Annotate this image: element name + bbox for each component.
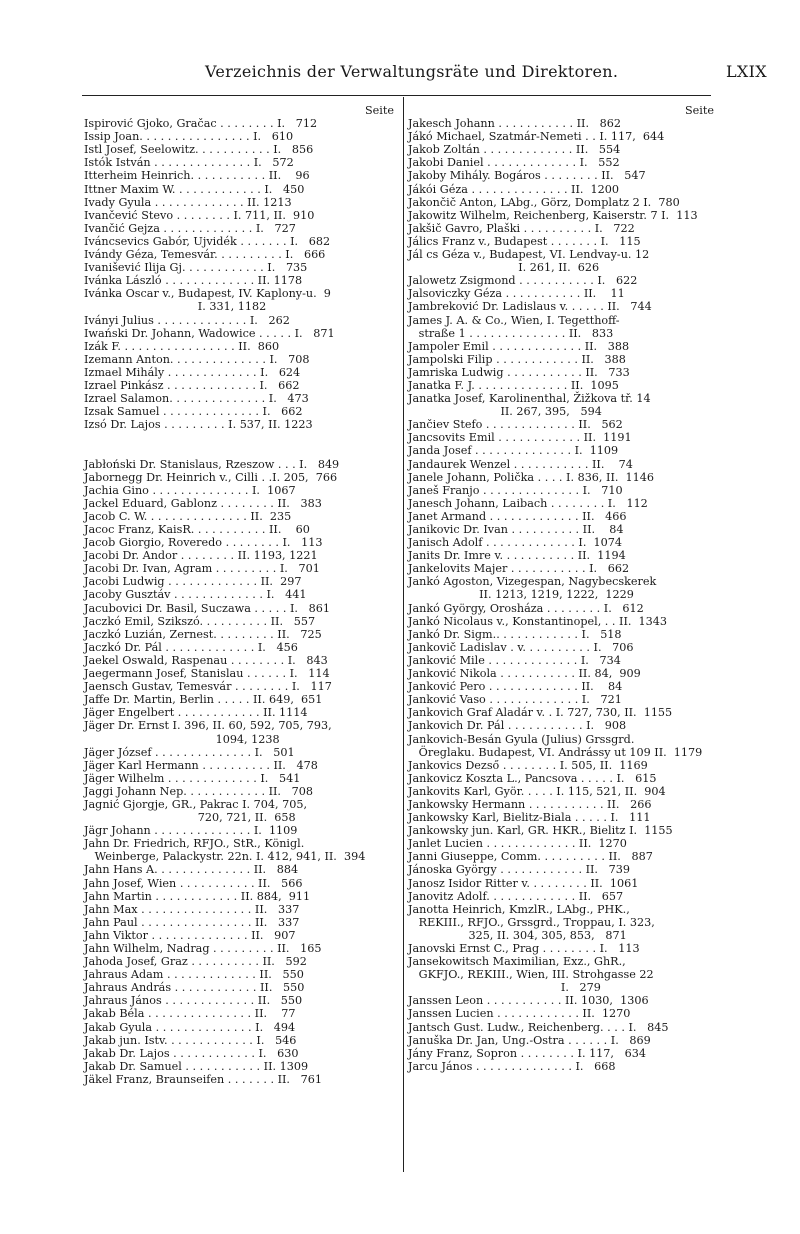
- index-entry: Ivándy Géza, Temesvár. . . . . . . . . . I. 666: [84, 248, 326, 262]
- index-entry: Izrael Salamon. . . . . . . . . . . . . . I. 473: [84, 392, 309, 406]
- index-entry: I. 261, II. 626: [408, 261, 600, 275]
- index-entry: Jacoby Gusztáv . . . . . . . . . . . . . I. 441: [84, 588, 307, 602]
- index-entry: Jankowsky Hermann . . . . . . . . . . . II. 266: [408, 797, 652, 811]
- index-entry: Janni Giuseppe, Comm. . . . . . . . . . II. 887: [408, 850, 653, 864]
- index-entry: Öreglaku. Budapest, VI. Andrássy ut 109 II. 1179: [408, 745, 703, 759]
- index-entry: Issip Joan. . . . . . . . . . . . . . . . I. 610: [84, 130, 294, 144]
- index-entry: Jachia Gino . . . . . . . . . . . . . . I. 1067: [84, 483, 296, 497]
- index-entry: Jahn Wilhelm, Nadrag . . . . . . . . . II. 165: [84, 942, 322, 955]
- page-title: Verzeichnis der Verwaltungsräte und Direktoren.: [205, 62, 619, 81]
- index-entry: Jakab Dr. Samuel . . . . . . . . . . . II. 1309: [84, 1059, 309, 1073]
- index-entry: Januška Dr. Jan, Ung.-Ostra . . . . . . I. 869: [408, 1033, 651, 1047]
- index-entry: Jackel Eduard, Gablonz . . . . . . . . II. 383: [84, 496, 322, 510]
- index-entry: I. 279: [408, 981, 601, 995]
- index-entry: Jákó Michael, Szatmár-Nemeti . . I. 117, 644: [408, 130, 665, 144]
- index-entry: Jantsch Gust. Ludw., Reichenberg. . . . I. 845: [408, 1020, 669, 1034]
- index-entry: Jankelovits Majer . . . . . . . . . . . I. 662: [408, 562, 630, 576]
- index-entry: Jakab Dr. Lajos . . . . . . . . . . . . I. 630: [84, 1046, 299, 1060]
- index-entry: Jahn Martin . . . . . . . . . . . . II. 884, 911: [84, 889, 311, 903]
- index-entry: Jaczkó Emil, Szikszó. . . . . . . . . . II. 557: [84, 614, 316, 628]
- index-entry: Jákói Géza . . . . . . . . . . . . . . II. 1200: [408, 182, 620, 196]
- index-entry: Jakobi Daniel . . . . . . . . . . . . . I. 552: [408, 156, 620, 170]
- index-entry: Jahraus András . . . . . . . . . . . . II. 550: [84, 981, 305, 995]
- index-entry: II. 1213, 1219, 1222, 1229: [408, 588, 634, 602]
- index-entry: Jál cs Géza v., Budapest, VI. Lendvay-u. 12: [408, 248, 650, 262]
- index-entry: Janele Johann, Polička . . . . I. 836, II. 1146: [408, 470, 655, 484]
- index-entry: Janković Nikola . . . . . . . . . . . II. 84, 909: [408, 667, 641, 681]
- index-entry: Weinberge, Palackystr. 22n. I. 412, 941, II. 394: [84, 850, 366, 864]
- header-rule: [82, 95, 711, 96]
- index-entry: Izsak Samuel . . . . . . . . . . . . . . I. 662: [84, 405, 303, 419]
- index-entry: 325, II. 304, 305, 853, 871: [408, 928, 627, 942]
- index-entry: Jakob Zoltán . . . . . . . . . . . . . II. 554: [408, 143, 621, 157]
- index-entry: Jakowitz Wilhelm, Reichenberg, Kaiserstr. 7 I. 113: [408, 208, 698, 222]
- index-entry: Janisch Adolf . . . . . . . . . . . . . I. 1074: [408, 536, 622, 550]
- index-entry: Iwański Dr. Johann, Wadowice . . . . . I. 871: [84, 326, 335, 340]
- index-entry: Itterheim Heinrich. . . . . . . . . . . II. 96: [84, 169, 310, 183]
- index-entry: Janikovic Dr. Ivan . . . . . . . . . . II. 84: [408, 523, 624, 536]
- index-entry: Janesch Johann, Laibach . . . . . . . . I. 112: [408, 496, 648, 510]
- index-entry: Jahraus Adam . . . . . . . . . . . . . II. 550: [84, 968, 304, 982]
- index-entry: Jankó Agoston, Vizegespan, Nagybecskerek: [408, 575, 657, 589]
- index-entry: Jakoby Mihály. Bogáros . . . . . . . . II. 547: [408, 169, 646, 183]
- seite-label: Seite: [685, 104, 714, 117]
- index-entry: Jacubovici Dr. Basil, Suczawa . . . . . I. 861: [84, 601, 330, 615]
- index-entry: Jäger József . . . . . . . . . . . . . . I. 501: [84, 745, 295, 759]
- index-entry: Jagnić Gjorgje, GR., Pakrac I. 704, 705,: [84, 797, 308, 811]
- seite-label: Seite: [365, 104, 394, 117]
- index-entry: James J. A. & Co., Wien, I. Tegetthoff-: [408, 313, 620, 327]
- index-entry: Jäger Karl Hermann . . . . . . . . . . II. 478: [84, 758, 318, 772]
- index-entry: Jamriska Ludwig . . . . . . . . . . . II. 733: [408, 365, 630, 379]
- index-entry: Janosz Isidor Ritter v. . . . . . . . . II. 1061: [408, 876, 639, 890]
- index-entry: Janeš Franjo . . . . . . . . . . . . . . I. 710: [408, 483, 623, 497]
- index-entry: Iványi Julius . . . . . . . . . . . . . I. 262: [84, 313, 290, 327]
- index-entry: Jány Franz, Sopron . . . . . . . . I. 117, 634: [408, 1046, 646, 1060]
- index-entry: Jaegermann Josef, Stanislau . . . . . . I. 114: [84, 667, 330, 681]
- index-entry: Ispirović Gjoko, Gračac . . . . . . . . I. 712: [84, 117, 318, 131]
- index-entry: Jancsovits Emil . . . . . . . . . . . . II. 1191: [408, 431, 632, 445]
- index-entry: Jakšič Gavro, Plaški . . . . . . . . . . I. 722: [408, 221, 635, 235]
- index-entry: Ivanišević Ilija Gj. . . . . . . . . . . . I. 735: [84, 261, 308, 275]
- index-entry: Jabornegg Dr. Heinrich v., Cilli . .I. 205, 766: [84, 470, 338, 484]
- index-entry: Janssen Leon . . . . . . . . . . . II. 1030, 1306: [408, 994, 649, 1008]
- index-entry: Jacobi Dr. Andor . . . . . . . . II. 1193, 1221: [84, 549, 318, 563]
- index-entry: Izmael Mihály . . . . . . . . . . . . . I. 624: [84, 365, 301, 379]
- index-entry: Iváncsevics Gabór, Ujvidék . . . . . . . I. 682: [84, 234, 331, 248]
- index-entry: Ivančević Stevo . . . . . . . . I. 711, II. 910: [84, 208, 315, 222]
- index-entry: Jálics Franz v., Budapest . . . . . . . I. 115: [408, 234, 641, 248]
- index-entry: Jankovich Dr. Pál . . . . . . . . . . . I. 908: [408, 719, 627, 733]
- index-entry: Jacob C. W. . . . . . . . . . . . . . . II. 235: [84, 509, 292, 523]
- index-entry: Jansekowitsch Maximilian, Exz., GhR.,: [408, 955, 626, 969]
- index-entry: Jaczkó Luzián, Zernest. . . . . . . . . II. 725: [84, 627, 322, 641]
- index-entry: Jakončič Anton, LAbg., Görz, Domplatz 2 I. 780: [408, 195, 680, 209]
- index-entry: Ivánka Oscar v., Budapest, IV. Kaplony-u. 9: [84, 287, 331, 301]
- index-entry: Jacobi Dr. Ivan, Agram . . . . . . . . . I. 701: [84, 562, 320, 576]
- index-entry: Jäger Wilhelm . . . . . . . . . . . . . I. 541: [84, 771, 301, 785]
- index-entry: Istók István . . . . . . . . . . . . . . I. 572: [84, 156, 294, 170]
- index-entry: II. 267, 395, 594: [408, 405, 602, 419]
- index-entry: Istl Josef, Seelowitz. . . . . . . . . . . I. 856: [84, 143, 314, 157]
- index-entry: Jankovits Karl, Györ. . . . . I. 115, 521, II. 904: [408, 784, 666, 798]
- index-entry: Jäger Dr. Ernst I. 396, II. 60, 592, 705, 793,: [84, 719, 332, 733]
- index-entry: Jankovich-Besán Gyula (Julius) Grssgrd.: [408, 732, 635, 746]
- index-entry: Janda Josef . . . . . . . . . . . . . . I. 1109: [408, 444, 619, 458]
- index-entry: Janovski Ernst C., Prag . . . . . . . . I. 113: [408, 942, 640, 955]
- index-entry: Jacoc Franz, KaisR. . . . . . . . . . . II. 60: [84, 523, 310, 536]
- column-divider: [403, 97, 404, 1172]
- index-entry: Ittner Maxim W. . . . . . . . . . . . . I. 450: [84, 182, 305, 196]
- index-entry: Jankó Dr. Sigm.. . . . . . . . . . . . I. 518: [408, 627, 622, 641]
- index-entry: GKFJO., REKIII., Wien, III. Strohgasse 22: [408, 968, 654, 982]
- index-entry: Jahraus János . . . . . . . . . . . . . II. 550: [84, 994, 303, 1008]
- index-entry: Jandaurek Wenzel . . . . . . . . . . . II. 74: [408, 457, 633, 471]
- index-entry: Jaensch Gustav, Temesvár . . . . . . . . I. 117: [84, 680, 332, 694]
- index-entry: Jarcu János . . . . . . . . . . . . . . I. 668: [408, 1059, 616, 1073]
- index-entry: Jakesch Johann . . . . . . . . . . . II. 862: [408, 117, 622, 131]
- index-entry: I. 331, 1182: [84, 300, 267, 314]
- index-entry: Jaffe Dr. Martin, Berlin . . . . . II. 649, 651: [84, 693, 323, 707]
- index-entry: Jägr Johann . . . . . . . . . . . . . . I. 1109: [84, 824, 298, 838]
- index-entry: Jahn Hans A. . . . . . . . . . . . . . II. 884: [84, 863, 299, 877]
- index-entry: Jabłoński Dr. Stanislaus, Rzeszow . . . I. 849: [84, 457, 340, 471]
- index-entry: Izák F. . . . . . . . . . . . . . . . . II. 860: [84, 339, 280, 353]
- index-entry: Jacobi Ludwig . . . . . . . . . . . . . II. 297: [84, 575, 302, 589]
- section-gap: [84, 431, 394, 457]
- index-entry: REKIII., RFJO., Grssgrd., Troppau, I. 323,: [408, 915, 655, 929]
- index-entry: Jaekel Oswald, Raspenau . . . . . . . . I. 843: [84, 653, 328, 667]
- index-entry: Janits Dr. Imre v. . . . . . . . . . . II. 1194: [408, 549, 626, 563]
- index-entry: Jambreković Dr. Ladislaus v. . . . . . II. 744: [408, 300, 652, 314]
- index-entry: Janatka F. J. . . . . . . . . . . . . . II. 1095: [408, 378, 619, 392]
- index-entry: straße 1 . . . . . . . . . . . . . . II. 833: [408, 326, 614, 340]
- index-entry: Jampolski Filip . . . . . . . . . . . . II. 388: [408, 352, 626, 366]
- index-entry: Jalowetz Zsigmond . . . . . . . . . . . I. 622: [408, 274, 638, 288]
- index-entry: Jampoler Emil . . . . . . . . . . . . . II. 388: [408, 339, 630, 353]
- index-entry: Ivady Gyula . . . . . . . . . . . . . II. 1213: [84, 195, 292, 209]
- index-entry: Jankovič Ladislav . v. . . . . . . . . . I. 706: [408, 640, 634, 654]
- index-entry: Jahoda Josef, Graz . . . . . . . . . . II. 592: [84, 955, 307, 969]
- index-entry: Jaczkó Dr. Pál . . . . . . . . . . . . . I. 456: [84, 640, 298, 654]
- index-entry: Janatka Josef, Karolinenthal, Žižkova tř. 14: [408, 392, 651, 406]
- index-entry: Janovitz Adolf. . . . . . . . . . . . . II. 657: [408, 889, 624, 903]
- index-entry: Jankovich Graf Aladár v. . I. 727, 730, II. 1155: [408, 706, 673, 720]
- right-column: [408, 104, 714, 1073]
- index-entry: Jaggi Johann Nep. . . . . . . . . . . . II. 708: [84, 784, 314, 798]
- index-entry: Jankowsky Karl, Bielitz-Biala . . . . . I. 111: [408, 811, 651, 825]
- index-entry: Jankowsky jun. Karl, GR. HKR., Bielitz I. 1155: [408, 824, 673, 838]
- index-entry: Jalsoviczky Géza . . . . . . . . . . . II. 11: [408, 287, 625, 301]
- index-entry: Jankovicz Koszta L., Pancsova . . . . . I. 615: [408, 771, 657, 785]
- index-entry: 720, 721, II. 658: [84, 811, 296, 825]
- index-entry: Jakab jun. Istv. . . . . . . . . . . . . I. 546: [84, 1033, 297, 1047]
- index-entry: Izrael Pinkász . . . . . . . . . . . . . I. 662: [84, 378, 300, 392]
- index-entry: Ivánka László . . . . . . . . . . . . . II. 1178: [84, 274, 303, 288]
- index-entry: Jäkel Franz, Braunseifen . . . . . . . II. 761: [84, 1072, 322, 1086]
- index-entry: Janković Pero . . . . . . . . . . . . . II. 84: [408, 680, 623, 694]
- index-entry: Janković Vaso . . . . . . . . . . . . . I. 721: [408, 693, 622, 707]
- index-entry: Ivančić Gejza . . . . . . . . . . . . . I. 727: [84, 221, 296, 235]
- index-entry: Jančiev Stefo . . . . . . . . . . . . . II. 562: [408, 418, 623, 432]
- index-entry: Janssen Lucien . . . . . . . . . . . . II. 1270: [408, 1007, 631, 1021]
- index-entry: Izsó Dr. Lajos . . . . . . . . . I. 537, II. 1223: [84, 418, 313, 432]
- index-entry: Janlet Lucien . . . . . . . . . . . . . II. 1270: [408, 837, 627, 851]
- index-entry: Jakab Béla . . . . . . . . . . . . . . . II. 77: [84, 1007, 296, 1021]
- index-entry: Janotta Heinrich, KmzlR., LAbg., PHK.,: [408, 902, 630, 916]
- index-entry: Jahn Paul . . . . . . . . . . . . . . . . II. 337: [84, 915, 300, 929]
- index-entry: 1094, 1238: [84, 732, 280, 746]
- index-entry: Izemann Anton. . . . . . . . . . . . . . I. 708: [84, 352, 310, 366]
- index-entry: Jankovics Dezső . . . . . . . . I. 505, II. 1169: [408, 758, 648, 772]
- index-entry: Janković Mile . . . . . . . . . . . . . I. 734: [408, 653, 621, 667]
- index-entry: Jahn Max . . . . . . . . . . . . . . . . II. 337: [84, 902, 300, 916]
- index-entry: Jahn Dr. Friedrich, RFJO., StR., Königl.: [84, 837, 305, 851]
- index-entry: Jacob Giorgio, Roveredo . . . . . . . . I. 113: [84, 536, 323, 550]
- index-entry: Jankó György, Orosháza . . . . . . . . I. 612: [408, 601, 644, 615]
- index-entry: Jäger Engelbert . . . . . . . . . . . . II. 1114: [84, 706, 308, 720]
- index-entry: Jánoska György . . . . . . . . . . . . II. 739: [408, 863, 630, 877]
- index-entry: Jakab Gyula . . . . . . . . . . . . . . I. 494: [84, 1020, 296, 1034]
- index-entry: Jahn Josef, Wien . . . . . . . . . . . II. 566: [84, 876, 303, 890]
- index-entry: Jankó Nicolaus v., Konstantinopel, . . II. 1343: [408, 614, 668, 628]
- index-entry: Janet Armand . . . . . . . . . . . . . II. 466: [408, 509, 627, 523]
- index-entry: Jahn Viktor . . . . . . . . . . . . . . II. 907: [84, 928, 296, 942]
- page-number: LXIX: [726, 62, 767, 81]
- left-column: [84, 104, 394, 1086]
